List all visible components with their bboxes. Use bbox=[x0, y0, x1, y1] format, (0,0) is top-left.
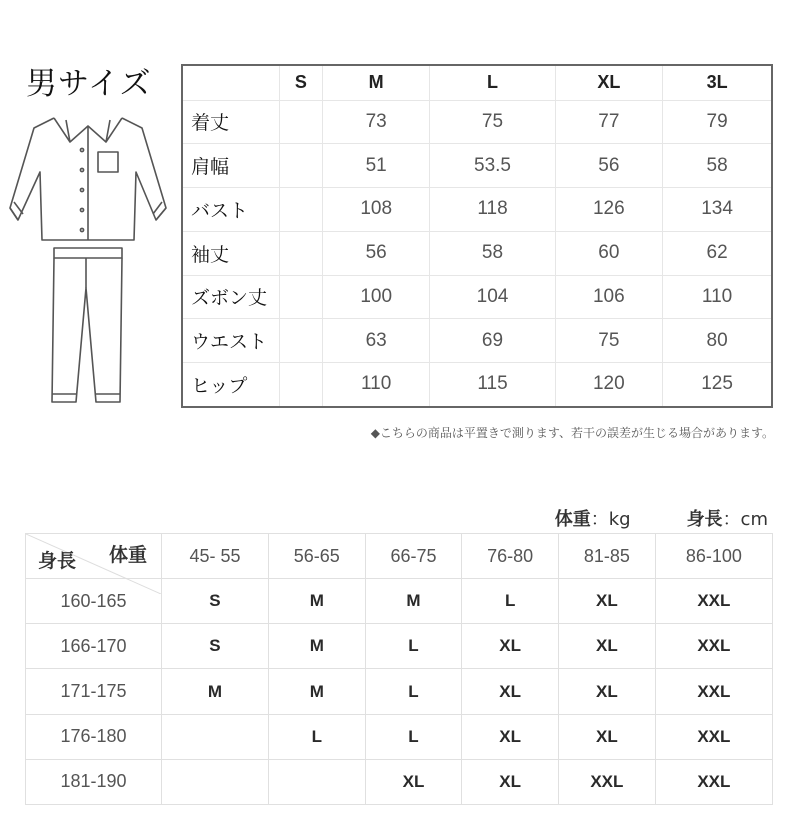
measurement-value bbox=[280, 319, 323, 363]
garment-size-table bbox=[181, 64, 773, 408]
measurement-label: バスト bbox=[182, 188, 280, 232]
recommended-size: XXL bbox=[655, 624, 772, 669]
corner-height-label: 身長 bbox=[38, 550, 77, 573]
recommended-size: XXL bbox=[655, 759, 772, 804]
size-column-header: L bbox=[430, 65, 555, 100]
recommended-size: L bbox=[268, 714, 365, 759]
measurement-value: 75 bbox=[430, 100, 555, 144]
height-range-label: 171-175 bbox=[26, 669, 162, 714]
page-title: 男サイズ bbox=[26, 66, 152, 102]
table-row bbox=[26, 669, 773, 714]
recommended-size: XL bbox=[462, 714, 559, 759]
measurement-value: 125 bbox=[663, 362, 772, 407]
measurement-value: 110 bbox=[663, 275, 772, 319]
measurement-value: 115 bbox=[430, 362, 555, 407]
measurement-value bbox=[280, 144, 323, 188]
measurement-value: 58 bbox=[663, 144, 772, 188]
size-column-header: 3L bbox=[663, 65, 772, 100]
measurement-label: 肩幅 bbox=[182, 144, 280, 188]
recommended-size: L bbox=[365, 669, 462, 714]
measurement-value: 51 bbox=[322, 144, 430, 188]
measurement-value: 63 bbox=[322, 319, 430, 363]
table-header-row bbox=[182, 65, 772, 100]
recommended-size bbox=[268, 759, 365, 804]
measurement-note: ◆こちらの商品は平置きで測ります、若干の誤差が生じる場合があります。 bbox=[370, 426, 774, 440]
measurement-value: 69 bbox=[430, 319, 555, 363]
weight-range-header: 81-85 bbox=[559, 534, 656, 579]
size-column-header: S bbox=[280, 65, 323, 100]
weight-unit-label: 体重 bbox=[554, 509, 591, 530]
recommended-size: M bbox=[268, 579, 365, 624]
recommended-size bbox=[162, 759, 269, 804]
measurement-label: ヒップ bbox=[182, 362, 280, 407]
corner-weight-label: 体重 bbox=[108, 544, 147, 566]
table-row bbox=[182, 231, 772, 275]
weight-range-header: 86-100 bbox=[655, 534, 772, 579]
measurement-value: 100 bbox=[322, 275, 430, 319]
height-range-label: 181-190 bbox=[26, 759, 162, 804]
recommended-size bbox=[162, 714, 269, 759]
recommended-size: L bbox=[462, 579, 559, 624]
recommended-size: XXL bbox=[655, 714, 772, 759]
measurement-value: 73 bbox=[322, 100, 430, 144]
height-range-label: 160-165 bbox=[26, 579, 162, 624]
measurement-value: 62 bbox=[663, 231, 772, 275]
units-legend bbox=[555, 505, 768, 531]
recommended-size: XL bbox=[365, 759, 462, 804]
recommended-size: S bbox=[162, 624, 269, 669]
measurement-value: 60 bbox=[555, 231, 663, 275]
measurement-value: 79 bbox=[663, 100, 772, 144]
recommended-size: L bbox=[365, 624, 462, 669]
height-unit-label: 身長 bbox=[686, 509, 723, 530]
measurement-value: 56 bbox=[555, 144, 663, 188]
height-range-label: 176-180 bbox=[26, 714, 162, 759]
height-unit: ：cm bbox=[722, 509, 768, 530]
table-row bbox=[182, 275, 772, 319]
recommended-size: M bbox=[268, 624, 365, 669]
size-column-header: M bbox=[322, 65, 430, 100]
measurement-value: 53.5 bbox=[430, 144, 555, 188]
measurement-value: 110 bbox=[322, 362, 430, 407]
weight-range-header: 76-80 bbox=[462, 534, 559, 579]
table-row bbox=[182, 188, 772, 232]
table-row bbox=[182, 362, 772, 407]
measurement-value: 106 bbox=[555, 275, 663, 319]
recommended-size: XL bbox=[559, 579, 656, 624]
measurement-value: 120 bbox=[555, 362, 663, 407]
measurement-value: 58 bbox=[430, 231, 555, 275]
measurement-label: ウエスト bbox=[182, 319, 280, 363]
weight-unit: ：kg bbox=[590, 509, 631, 530]
recommended-size: XXL bbox=[655, 669, 772, 714]
size-recommendation-table bbox=[25, 533, 773, 805]
measurement-value bbox=[280, 100, 323, 144]
measurement-label: ズボン丈 bbox=[182, 275, 280, 319]
table-row bbox=[26, 714, 773, 759]
table-row bbox=[26, 624, 773, 669]
measurement-label: 袖丈 bbox=[182, 231, 280, 275]
recommended-size: XXL bbox=[655, 579, 772, 624]
measurement-value: 75 bbox=[555, 319, 663, 363]
measurement-label: 着丈 bbox=[182, 100, 280, 144]
recommended-size: M bbox=[268, 669, 365, 714]
table-row bbox=[182, 144, 772, 188]
measurement-value: 77 bbox=[555, 100, 663, 144]
recommended-size: XL bbox=[462, 759, 559, 804]
recommended-size: XXL bbox=[559, 759, 656, 804]
measurement-value: 126 bbox=[555, 188, 663, 232]
measurement-value: 104 bbox=[430, 275, 555, 319]
table-row bbox=[26, 759, 773, 804]
recommended-size: XL bbox=[462, 624, 559, 669]
table-corner-cell bbox=[26, 534, 162, 579]
pajama-illustration bbox=[6, 112, 170, 408]
recommended-size: L bbox=[365, 714, 462, 759]
measurement-value bbox=[280, 362, 323, 407]
measurement-value bbox=[280, 275, 323, 319]
measurement-value bbox=[280, 231, 323, 275]
recommended-size: XL bbox=[559, 714, 656, 759]
measurement-value: 118 bbox=[430, 188, 555, 232]
recommended-size: XL bbox=[559, 669, 656, 714]
recommended-size: XL bbox=[462, 669, 559, 714]
measurement-value bbox=[280, 188, 323, 232]
measurement-value: 56 bbox=[322, 231, 430, 275]
height-range-label: 166-170 bbox=[26, 624, 162, 669]
measurement-value: 134 bbox=[663, 188, 772, 232]
table-row bbox=[182, 100, 772, 144]
table-header-row bbox=[26, 534, 773, 579]
weight-range-header: 45- 55 bbox=[162, 534, 269, 579]
recommended-size: M bbox=[365, 579, 462, 624]
size-column-header: XL bbox=[555, 65, 663, 100]
header-corner-cell bbox=[182, 65, 280, 100]
measurement-value: 80 bbox=[663, 319, 772, 363]
table-row bbox=[182, 319, 772, 363]
weight-range-header: 56-65 bbox=[268, 534, 365, 579]
recommended-size: XL bbox=[559, 624, 656, 669]
weight-range-header: 66-75 bbox=[365, 534, 462, 579]
measurement-value: 108 bbox=[322, 188, 430, 232]
recommended-size: M bbox=[162, 669, 269, 714]
recommended-size: S bbox=[162, 579, 269, 624]
